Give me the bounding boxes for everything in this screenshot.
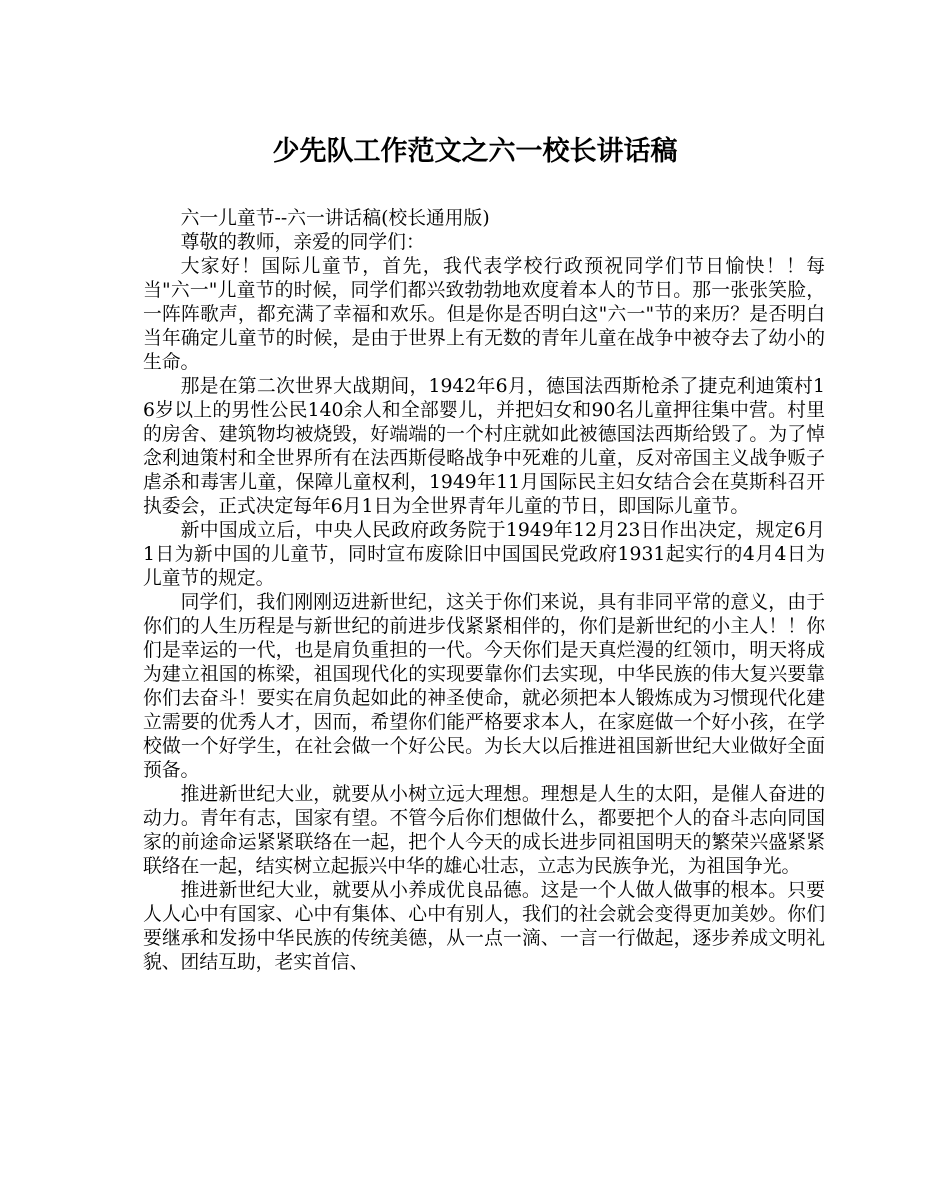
paragraph: 同学们，我们刚刚迈进新世纪，这关于你们来说，具有非同平常的意义，由于你们的人生历程是与新世纪的前进步伐紧紧相伴的，你们是新世纪的小主人！！你们是幸运的一代，也是肩负重担的一代。今天你们是天真烂漫的红领巾，明天将成为建立祖国的栋梁，祖国现代化的实现要靠你们去实现，中华民族的伟大复兴要靠你们去奋斗！要实在肩负起如此的神圣使命，就必须把本人锻炼成为习惯现代化建立需要的优秀人才，因而，希望你们能严格要求本人，在家庭做一个好小孩，在学校做一个好学生，在社会做一个好公民。为长大以后推进祖国新世纪大业做好全面预备。 <box>143 592 825 781</box>
paragraph: 大家好！国际儿童节，首先，我代表学校行政预祝同学们节日愉快！！每当"六一"儿童节的时候，同学们都兴致勃勃地欢度着本人的节日。那一张张笑脸，一阵阵歌声，都充满了幸福和欢乐。但是你是否明白这"六一"节的来历？是否明白当年确定儿童节的时候，是由于世界上有无数的青年儿童在战争中被夺去了幼小的生命。 <box>143 256 825 373</box>
document-title: 少先队工作范文之六一校长讲话稿 <box>272 136 678 167</box>
paragraph: 那是在第二次世界大战期间，1942年6月，德国法西斯枪杀了捷克利迪策村16岁以上的男性公民140余人和全部婴儿，并把妇女和90名儿童押往集中营。村里的房舍、建筑物均被烧毁，好端端的一个村庄就如此被德国法西斯给毁了。为了悼念利迪策村和全世界所有在法西斯侵略战争中死难的儿童，反对帝国主义战争贩子虐杀和毒害儿童，保障儿童权利，1949年11月国际民主妇女结合会在莫斯科召开执委会，正式决定每年6月1日为全世界青年儿童的节日，即国际儿童节。 <box>143 376 825 517</box>
paragraph: 推进新世纪大业，就要从小树立远大理想。理想是人生的太阳，是催人奋进的动力。青年有志，国家有望。不管今后你们想做什么，都要把个人的奋斗志向同国家的前途命运紧紧联络在一起，把个人今天的成长进步同祖国明天的繁荣兴盛紧紧联络在一起，结实树立起振兴中华的雄心壮志，立志为民族争光，为祖国争光。 <box>143 784 825 877</box>
paragraph: 新中国成立后，中央人民政府政务院于1949年12月23日作出决定，规定6月1日为新中国的儿童节，同时宣布废除旧中国国民党政府1931起实行的4月4日为儿童节的规定。 <box>143 520 825 589</box>
document-body <box>143 207 825 975</box>
paragraph-salutation: 尊敬的教师，亲爱的同学们： <box>180 232 425 253</box>
paragraph-subtitle: 六一儿童节--六一讲话稿(校长通用版) <box>180 208 490 229</box>
paragraph: 推进新世纪大业，就要从小养成优良品德。这是一个人做人做事的根本。只要人人心中有国家、心中有集体、心中有别人，我们的社会就会变得更加美妙。你们要继承和发扬中华民族的传统美德，从一点一滴、一言一行做起，逐步养成文明礼貌、团结互助，老实首信、 <box>143 880 825 973</box>
